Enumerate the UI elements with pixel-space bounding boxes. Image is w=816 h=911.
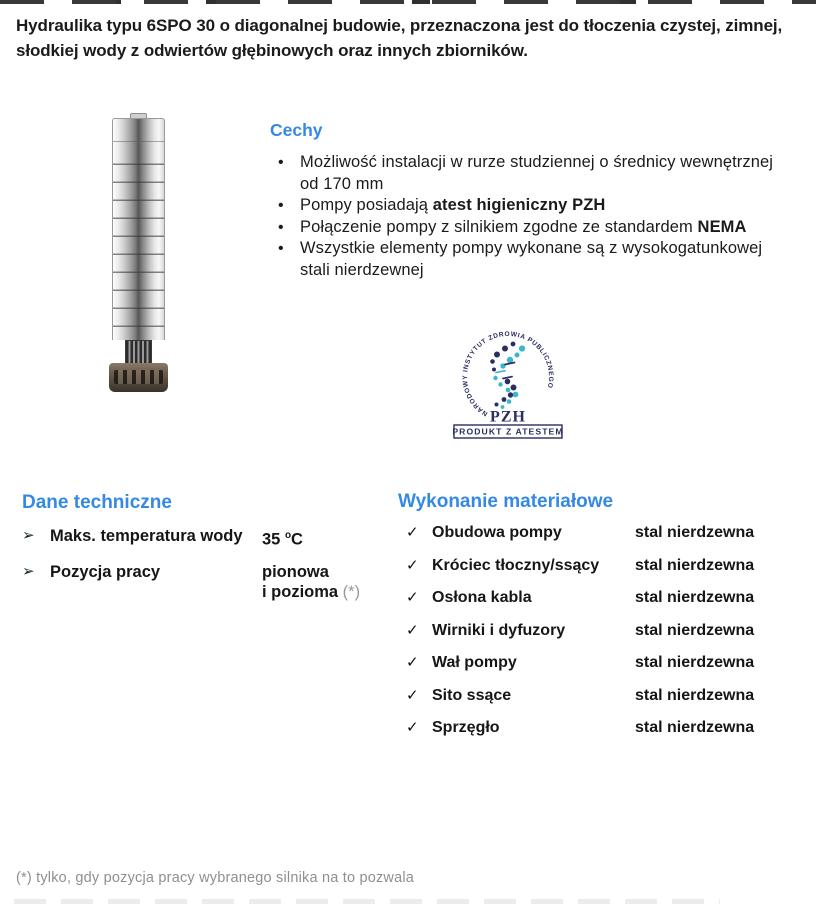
bullet-icon: • <box>278 240 284 257</box>
pump-strainer <box>125 340 152 365</box>
material-row <box>398 524 798 542</box>
pump-product-image <box>112 113 165 392</box>
check-icon: ✓ <box>406 719 419 736</box>
bullet-icon: • <box>278 154 284 171</box>
technical-label: Pozycja pracy <box>50 562 161 581</box>
material-row <box>398 589 798 607</box>
material-row <box>398 654 798 672</box>
pump-stage-lines <box>113 147 164 340</box>
check-icon: ✓ <box>406 686 419 704</box>
material-value: stal nierdzewna <box>635 686 755 704</box>
feature-text: Pompy posiadają atest higieniczny PZH <box>300 196 606 214</box>
footnote-marker: (*) <box>342 582 361 601</box>
feature-text: Połączenie pompy z silnikiem zgodne ze standardem NEMA <box>300 217 747 236</box>
feature-item <box>270 238 806 281</box>
technical-data-section <box>22 492 394 602</box>
pump-body <box>112 118 165 340</box>
arrow-bullet-icon: ➢ <box>22 562 35 580</box>
cropped-text-fragment-top <box>0 0 816 4</box>
material-value: stal nierdzewna <box>635 589 755 606</box>
check-icon: ✓ <box>406 654 419 671</box>
badge-circle-text: NARODOWY INSTYTUT ZDROWIA PUBLICZNEGO <box>461 331 555 418</box>
material-label: Obudowa pompy <box>432 524 562 541</box>
technical-value: pionowa i pozioma (*) <box>262 562 361 601</box>
material-value: stal nierdzewna <box>635 719 755 736</box>
material-label: Sprzęgło <box>432 719 500 736</box>
material-value: stal nierdzewna <box>635 621 755 639</box>
material-label: Sito ssące <box>432 686 512 704</box>
technical-row <box>22 562 394 602</box>
arrow-bullet-icon: ➢ <box>22 527 35 544</box>
material-row <box>398 622 798 640</box>
material-value: stal nierdzewna <box>635 556 755 574</box>
material-label: Wał pompy <box>432 654 517 671</box>
bullet-icon: • <box>278 218 284 236</box>
intro-paragraph: Hydraulika typu 6SPO 30 o diagonalnej budowie, przeznaczona jest do tłoczenia czystej, zimnej, słodkiej wody z odwiertów głębinowych oraz innych zbiorników. <box>16 16 783 60</box>
material-row <box>398 687 798 705</box>
feature-text: Możliwość instalacji w rurze studziennej o średnicy wewnętrznej od 170 mm <box>300 153 774 193</box>
feature-item <box>270 217 806 239</box>
badge-acronym: PZH <box>490 408 526 426</box>
cropped-text-fragment-bottom <box>14 899 720 904</box>
technical-value: 35 $^o$C <box>262 530 303 549</box>
dna-helix-icon <box>490 342 525 409</box>
material-row <box>398 719 798 737</box>
material-label: Wirniki i dyfuzory <box>432 621 566 639</box>
features-list <box>270 152 806 281</box>
material-label: Króciec tłoczny/ssący <box>432 556 600 574</box>
pzh-badge-graphic <box>449 331 567 439</box>
check-icon: ✓ <box>406 621 419 639</box>
material-value: stal nierdzewna <box>635 654 755 671</box>
footnote: (*) tylko, gdy pozycja pracy wybranego silnika na to pozwala <box>16 870 415 886</box>
badge-label: PRODUKT Z ATESTEM <box>452 426 564 437</box>
feature-text: Wszystkie elementy pompy wykonane są z wysokogatunkowej stali nierdzewnej <box>300 239 763 279</box>
feature-item <box>270 152 806 195</box>
technical-row <box>22 526 394 550</box>
bullet-icon: • <box>278 197 284 214</box>
material-label: Osłona kabla <box>432 589 532 606</box>
feature-item <box>270 195 806 217</box>
features-section <box>270 120 806 281</box>
pzh-certificate-badge <box>449 331 567 439</box>
check-icon: ✓ <box>406 556 419 574</box>
material-value: stal nierdzewna <box>635 524 755 541</box>
check-icon: ✓ <box>406 589 419 606</box>
pump-base <box>109 363 168 392</box>
technical-label: Maks. temperatura wody <box>50 527 243 545</box>
material-row <box>398 557 798 575</box>
check-icon: ✓ <box>406 524 419 541</box>
features-title: Cechy <box>270 120 323 140</box>
materials-section <box>398 491 798 752</box>
materials-title: Wykonanie materiałowe <box>398 491 614 512</box>
technical-title: Dane techniczne <box>22 492 172 513</box>
